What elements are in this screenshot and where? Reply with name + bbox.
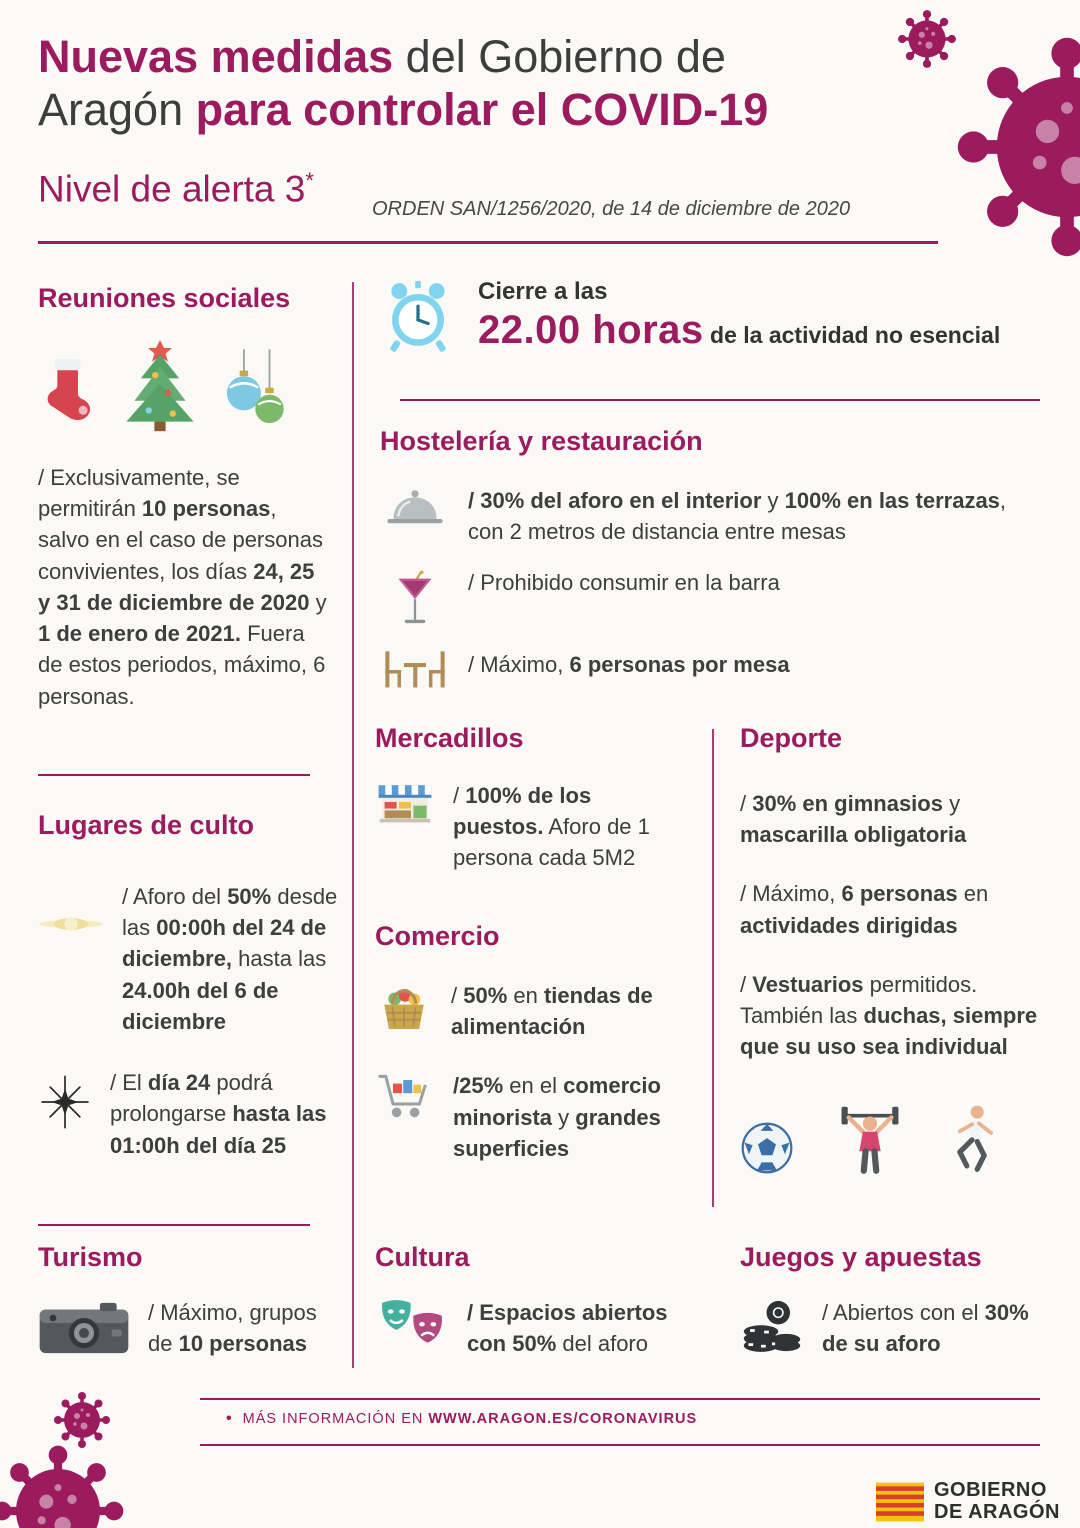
hosteleria-item-text: / 30% del aforo en el interior y 100% en las terrazas, con 2 metros de distancia entre mesas [468,488,1007,545]
page-title [38,30,868,136]
christmas-tree-icon [120,336,200,432]
section-mercadillos [375,723,693,874]
comercio-item [375,1070,693,1164]
divider [38,774,310,776]
logo-line1: GOBIERNO [934,1479,1047,1501]
divider [712,729,714,1207]
hosteleria-item [380,567,1042,629]
soccer-ball-icon [740,1121,794,1175]
cultura-item-text: / Espacios abiertos con 50% del aforo [467,1300,668,1357]
page-title-line2: Aragón para controlar el COVID-19 [38,84,769,136]
section-reuniones-sociales [38,283,330,712]
aragon-flag-icon [876,1482,924,1522]
hosteleria-item [380,485,1042,547]
icon-column [380,567,450,629]
comercio-title: Comercio [375,921,500,951]
section-hosteleria [380,426,1042,691]
footer-info-bar [226,1410,697,1428]
comercio-item [375,980,693,1042]
header-divider [38,241,938,244]
divider [38,1224,310,1226]
mercadillos-item [375,780,693,874]
theater-masks-icon [375,1297,449,1353]
juegos-title: Juegos y apuestas [740,1242,982,1272]
market-stall-icon [375,780,435,836]
turismo-item [38,1297,342,1359]
cultura-item [375,1297,697,1359]
alert-level [38,168,314,210]
divider [400,399,1040,401]
juegos-item-text: / Abiertos con el 30% de su aforo [822,1300,1029,1357]
stocking-icon [38,346,96,432]
closure-intro: Cierre a las [478,278,608,305]
mercadillos-title: Mercadillos [375,723,524,753]
christmas-icons-row [38,332,330,432]
icon-column [380,649,450,691]
divider [352,282,354,1368]
cloche-icon [385,485,445,529]
closure-text [478,278,1000,353]
section-lugares-de-culto [38,810,342,1161]
culto-item [38,1067,342,1161]
hosteleria-title: Hostelería y restauración [380,426,703,456]
deporte-item-text: / 30% en gimnasios y mascarilla obligatoria [740,791,967,848]
coronavirus-url-link[interactable]: WWW.ARAGON.ES/CORONAVIRUS [428,1411,698,1427]
hosteleria-item-text: / Prohibido consumir en la barra [468,570,780,596]
hosteleria-item [380,649,1042,691]
closure-banner [382,278,1042,356]
bullet-icon: • [226,1410,233,1427]
culto-item-text: / El día 24 podrá prolongarse hasta las 01:00h del día 25 [110,1070,327,1158]
hosteleria-item-text: / Máximo, 6 personas por mesa [468,652,790,678]
icon-column [380,485,450,529]
comercio-item-text: / 50% en tiendas de alimentación [451,983,653,1040]
alert-level-text: Nivel de alerta 3 [38,168,306,210]
sparkle-star-icon [38,1075,92,1129]
section-juegos-y-apuestas [740,1242,1042,1359]
turismo-item-text: / Máximo, grupos de 10 personas [148,1300,317,1357]
divider [200,1398,1040,1400]
virus-icon [0,1441,128,1528]
virus-icon [950,30,1080,264]
sports-icons-row [740,1099,1042,1175]
comercio-item-text: /25% en el comercio minorista y grandes superficies [453,1073,661,1161]
poker-chips-icon [740,1297,804,1355]
shopping-cart-icon [375,1070,435,1126]
section-turismo [38,1242,342,1359]
food-basket-icon [375,980,433,1034]
deporte-title: Deporte [740,723,843,753]
culto-title: Lugares de culto [38,810,255,840]
reuniones-body: / Exclusivamente, se permitirán 10 personas, salvo en el caso de personas convivientes, los días 24, 25 y 31 de diciembre de 2020 y 1 de enero de 2021. Fuera de estos periodos, máximo, 6 personas. [38,465,327,709]
deporte-item-text: / Máximo, 6 personas en actividades dirigidas [740,881,989,938]
gobierno-de-aragon-logo [876,1480,1060,1523]
cocktail-icon [395,567,435,629]
turismo-title: Turismo [38,1242,143,1272]
runner-icon [946,1103,998,1175]
reuniones-title: Reuniones sociales [38,283,291,313]
weightlifting-icon [838,1099,902,1175]
mercadillos-item-text: / 100% de los puestos. Aforo de 1 persona cada 5M2 [453,783,650,871]
culto-item [38,881,342,1037]
candle-glow-icon [38,907,104,941]
juegos-item [740,1297,1042,1359]
closure-detail: 22.00 horas de la actividad no esencial [478,308,1001,352]
section-deporte [740,723,1042,1175]
logo-text [934,1480,1060,1523]
virus-icon [896,8,958,70]
cultura-title: Cultura [375,1242,470,1272]
section-cultura [375,1242,697,1359]
ornaments-icon [224,346,288,432]
page-title-line1: Nuevas medidas del Gobierno de [38,31,726,82]
table-chairs-icon [383,649,447,691]
alarm-clock-icon [382,278,454,356]
logo-line2: DE ARAGÓN [934,1500,1060,1523]
culto-item-text: / Aforo del 50% desde las 00:00h del 24 de diciembre, hasta las 24.00h del 6 de diciembre [122,884,338,1034]
alert-footnote-mark: * [305,168,314,193]
camera-icon [38,1299,130,1357]
section-comercio [375,921,693,1164]
order-reference: ORDEN SAN/1256/2020, de 14 de diciembre de 2020 [372,198,851,220]
deporte-item-text: / Vestuarios permitidos. También las duchas, siempre que su uso sea individual [740,971,1038,1060]
footer-info-label: MÁS INFORMACIÓN EN [242,1411,429,1427]
divider [200,1444,1040,1446]
